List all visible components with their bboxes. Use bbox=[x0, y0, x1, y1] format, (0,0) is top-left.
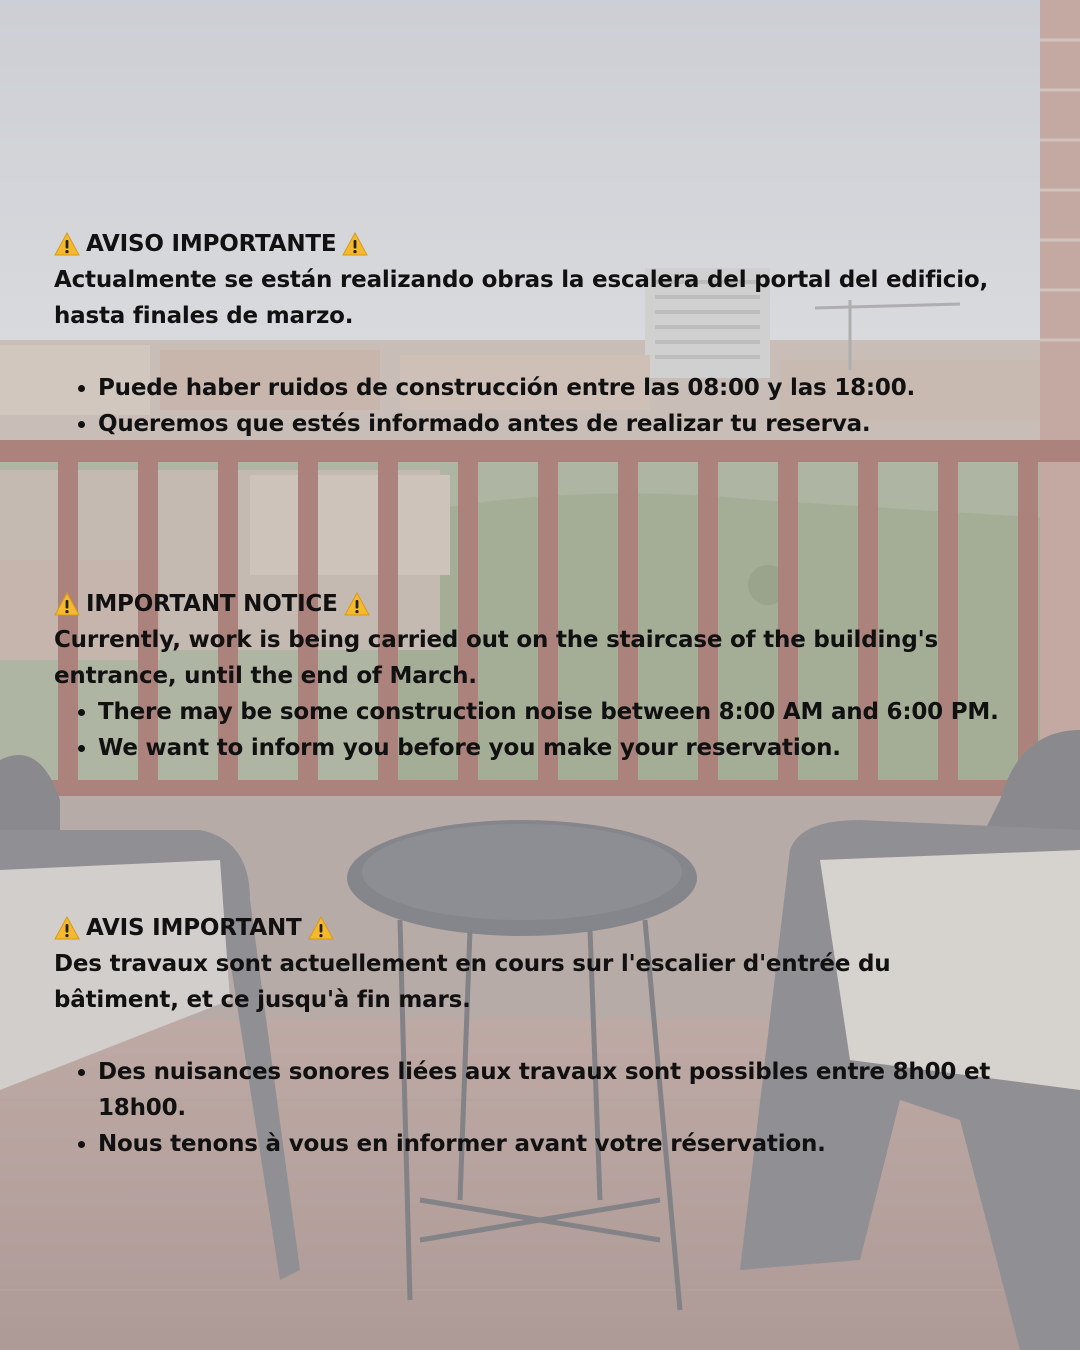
warning-icon bbox=[308, 915, 334, 941]
notice-english-title: IMPORTANT NOTICE bbox=[86, 591, 338, 617]
warning-icon bbox=[54, 591, 80, 617]
warning-icon bbox=[344, 591, 370, 617]
notice-english-title-row bbox=[54, 586, 1014, 622]
notice-english-body: Currently, work is being carried out on the staircase of the building's entrance, until the end of March. bbox=[54, 627, 938, 689]
notice-french-bullet: • Des nuisances sonores liées aux travaux sont possibles entre 8h00 et 18h00. bbox=[98, 1054, 1014, 1126]
notice-english-bullet: • We want to inform you before you make your reservation. bbox=[98, 730, 1014, 766]
notice-spanish-title-row bbox=[54, 226, 1014, 262]
notice-english bbox=[54, 586, 1014, 766]
warning-icon bbox=[54, 915, 80, 941]
notice-spanish-bullet: • Puede haber ruidos de construcción entre las 08:00 y las 18:00. bbox=[98, 370, 1014, 406]
notice-french-bullets bbox=[54, 1054, 1014, 1162]
notice-english-bullets bbox=[54, 694, 1014, 766]
notice-french-title-row bbox=[54, 910, 1014, 946]
notice-spanish bbox=[54, 226, 1014, 442]
notice-spanish-title: AVISO IMPORTANTE bbox=[86, 231, 337, 257]
notice-french bbox=[54, 910, 1014, 1162]
notice-spanish-bullets bbox=[54, 370, 1014, 442]
notice-spanish-body: Actualmente se están realizando obras la escalera del portal del edificio, hasta finales de marzo. bbox=[54, 267, 989, 329]
notice-french-bullet: • Nous tenons à vous en informer avant votre réservation. bbox=[98, 1126, 1014, 1162]
notice-french-body: Des travaux sont actuellement en cours sur l'escalier d'entrée du bâtiment, et ce jusqu'à fin mars. bbox=[54, 951, 891, 1013]
warning-icon bbox=[342, 231, 368, 257]
notice-english-bullet: • There may be some construction noise between 8:00 AM and 6:00 PM. bbox=[98, 694, 1014, 730]
notice-spanish-bullet: • Queremos que estés informado antes de realizar tu reserva. bbox=[98, 406, 1014, 442]
warning-icon bbox=[54, 231, 80, 257]
notice-french-title: AVIS IMPORTANT bbox=[86, 915, 302, 941]
